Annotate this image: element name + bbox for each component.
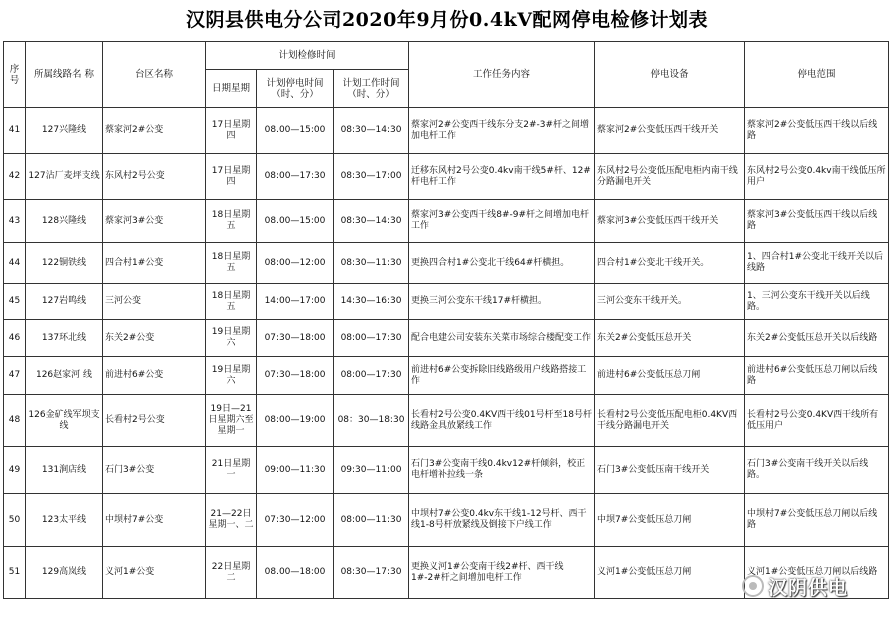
row-area: 东关2#公变: [103, 320, 206, 357]
row-date: 18日星期五: [206, 284, 257, 320]
table-row: [4, 320, 889, 357]
row-seq: 43: [4, 200, 26, 243]
table-row: [4, 154, 889, 200]
row-area: 蔡家河3#公变: [103, 200, 206, 243]
row-seq: 41: [4, 108, 26, 154]
table-row: [4, 200, 889, 243]
row-outage-time: 07:30—18:00: [257, 357, 334, 395]
table-row: [4, 108, 889, 154]
row-date: 18日星期五: [206, 243, 257, 284]
header-line: 所属线路名 称: [26, 42, 103, 108]
row-seq: 48: [4, 395, 26, 447]
row-scope: 蔡家河2#公变低压西干线以后线路: [745, 108, 889, 154]
row-scope: 石门3#公变南干线开关以后线路。: [745, 447, 889, 494]
row-area: 石门3#公变: [103, 447, 206, 494]
row-line: 129高岚线: [26, 547, 103, 599]
row-date: 19日星期六: [206, 357, 257, 395]
row-outage-time: 09:00—11:30: [257, 447, 334, 494]
row-equipment: 东风村2号公变低压配电柜内南干线分路漏电开关: [595, 154, 745, 200]
header-date-week: 日期星期: [206, 70, 257, 108]
row-task: 蔡家河2#公变西干线东分支2#-3#杆之间增加电杆工作: [409, 108, 595, 154]
row-date: 18日星期五: [206, 200, 257, 243]
row-date: 17日星期四: [206, 108, 257, 154]
row-scope: 1、三河公变东干线开关以后线路。: [745, 284, 889, 320]
row-seq: 49: [4, 447, 26, 494]
row-area: 中坝村7#公变: [103, 494, 206, 547]
row-area: 义河1#公变: [103, 547, 206, 599]
wechat-icon: [742, 575, 764, 597]
row-outage-time: 08:00—19:00: [257, 395, 334, 447]
table-row: [4, 447, 889, 494]
header-seq: 序号: [4, 42, 26, 108]
row-task: 石门3#公变南干线0.4kv12#杆倾斜，校正电杆增补拉线一条: [409, 447, 595, 494]
table-row: [4, 284, 889, 320]
row-date: 21日星期一: [206, 447, 257, 494]
row-outage-time: 08.00—15:00: [257, 200, 334, 243]
row-work-time: 08:30—17:00: [334, 154, 409, 200]
row-work-time: 08:00—17:30: [334, 320, 409, 357]
table-row: [4, 357, 889, 395]
row-task: 配合电建公司安装东关菜市场综合楼配变工作: [409, 320, 595, 357]
row-scope: 义河1#公变低压总刀闸以后线路: [745, 547, 889, 599]
row-seq: 44: [4, 243, 26, 284]
table-body: [4, 108, 889, 599]
row-line: 128兴隆线: [26, 200, 103, 243]
row-area: 四合村1#公变: [103, 243, 206, 284]
row-work-time: 08:30—14:30: [334, 200, 409, 243]
row-seq: 46: [4, 320, 26, 357]
table-row: [4, 395, 889, 447]
row-task: 中坝村7#公变0.4kv东干线1-12号杆、西干线1-8号杆放紧线及倒接下户线工作: [409, 494, 595, 547]
header-equipment: 停电设备: [595, 42, 745, 108]
row-area: 长看村2号公变: [103, 395, 206, 447]
header-plan-time: 计划检修时间: [206, 42, 409, 70]
row-scope: 中坝村7#公变低压总刀闸以后线路: [745, 494, 889, 547]
row-seq: 47: [4, 357, 26, 395]
header-task: 工作任务内容: [409, 42, 595, 108]
row-seq: 42: [4, 154, 26, 200]
row-date: 21—22日星期一、二: [206, 494, 257, 547]
row-scope: 蔡家河3#公变低压西干线以后线路: [745, 200, 889, 243]
row-outage-time: 08.00—18:00: [257, 547, 334, 599]
watermark: [742, 572, 882, 600]
row-task: 更换三河公变东干线17#杆横担。: [409, 284, 595, 320]
row-task: 更换四合村1#公变北干线64#杆横担。: [409, 243, 595, 284]
row-work-time: 08:30—14:30: [334, 108, 409, 154]
row-date: 17日星期四: [206, 154, 257, 200]
row-equipment: 东关2#公变低压总开关: [595, 320, 745, 357]
row-date: 19日星期六: [206, 320, 257, 357]
row-outage-time: 07:30—18:00: [257, 320, 334, 357]
row-line: 122铜铁线: [26, 243, 103, 284]
row-seq: 51: [4, 547, 26, 599]
table-row: [4, 494, 889, 547]
header-area: 台区名称: [103, 42, 206, 108]
row-line: 131涧店线: [26, 447, 103, 494]
row-equipment: 石门3#公变低压南干线开关: [595, 447, 745, 494]
row-area: 前进村6#公变: [103, 357, 206, 395]
row-task: 蔡家河3#公变西干线8#-9#杆之间增加电杆工作: [409, 200, 595, 243]
row-line: 126金矿线军坝支线: [26, 395, 103, 447]
row-seq: 50: [4, 494, 26, 547]
row-line: 123太平线: [26, 494, 103, 547]
row-task: 前进村6#公变拆除旧线路级用户线路搭接工作: [409, 357, 595, 395]
table-row: [4, 243, 889, 284]
row-work-time: 08:30—11:30: [334, 243, 409, 284]
row-work-time: 09:30—11:00: [334, 447, 409, 494]
row-work-time: 08:00—11:30: [334, 494, 409, 547]
row-equipment: 蔡家河2#公变低压西干线开关: [595, 108, 745, 154]
row-scope: 东关2#公变低压总开关以后线路: [745, 320, 889, 357]
row-task: 迁移东风村2号公变0.4kv南干线5#杆、12#杆电杆工作: [409, 154, 595, 200]
row-equipment: 蔡家河3#公变低压西干线开关: [595, 200, 745, 243]
row-area: 蔡家河2#公变: [103, 108, 206, 154]
row-line: 127兴隆线: [26, 108, 103, 154]
row-equipment: 三河公变东干线开关。: [595, 284, 745, 320]
row-work-time: 08:00—17:30: [334, 357, 409, 395]
row-equipment: 四合村1#公变北干线开关。: [595, 243, 745, 284]
row-line: 126赵家河 线: [26, 357, 103, 395]
row-outage-time: 07:30—12:00: [257, 494, 334, 547]
row-equipment: 前进村6#公变低压总刀闸: [595, 357, 745, 395]
watermark-text: 汉阴供电: [768, 576, 849, 599]
row-outage-time: 08:00—12:00: [257, 243, 334, 284]
outage-plan-table: [3, 41, 889, 599]
row-task: 更换义河1#公变南干线2#杆、西干线1#-2#杆之间增加电杆工作: [409, 547, 595, 599]
row-equipment: 中坝7#公变低压总刀闸: [595, 494, 745, 547]
row-line: 127沾厂麦坪支线: [26, 154, 103, 200]
row-line: 127岩鸣线: [26, 284, 103, 320]
row-work-time: 08:30—17:30: [334, 547, 409, 599]
header-work-time: 计划工作时间（时、分）: [334, 70, 409, 108]
row-outage-time: 14:00—17:00: [257, 284, 334, 320]
row-seq: 45: [4, 284, 26, 320]
row-scope: 长看村2号公变0.4KV西干线所有低压用户: [745, 395, 889, 447]
row-scope: 东风村2号公变0.4kv南干线低压所用户: [745, 154, 889, 200]
row-area: 三河公变: [103, 284, 206, 320]
row-equipment: 义河1#公变低压总刀闸: [595, 547, 745, 599]
row-date: 22日星期二: [206, 547, 257, 599]
row-task: 长看村2号公变0.4KV西干线01号杆至18号杆线路金具放紧线工作: [409, 395, 595, 447]
row-work-time: 14:30—16:30: [334, 284, 409, 320]
header-scope: 停电范围: [745, 42, 889, 108]
row-scope: 1、四合村1#公变北干线开关以后线路: [745, 243, 889, 284]
row-outage-time: 08.00—15:00: [257, 108, 334, 154]
row-line: 137环北线: [26, 320, 103, 357]
header-outage-time: 计划停电时间（时、分）: [257, 70, 334, 108]
row-equipment: 长看村2号公变低压配电柜0.4KV西干线分路漏电开关: [595, 395, 745, 447]
page-title: 汉阴县供电分公司2020年9月份0.4kV配网停电检修计划表: [185, 9, 709, 31]
row-outage-time: 08:00—17:30: [257, 154, 334, 200]
row-area: 东风村2号公变: [103, 154, 206, 200]
row-work-time: 08：30—18:30: [334, 395, 409, 447]
row-scope: 前进村6#公变低压总刀闸以后线路: [745, 357, 889, 395]
row-date: 19日—21日星期六至星期一: [206, 395, 257, 447]
